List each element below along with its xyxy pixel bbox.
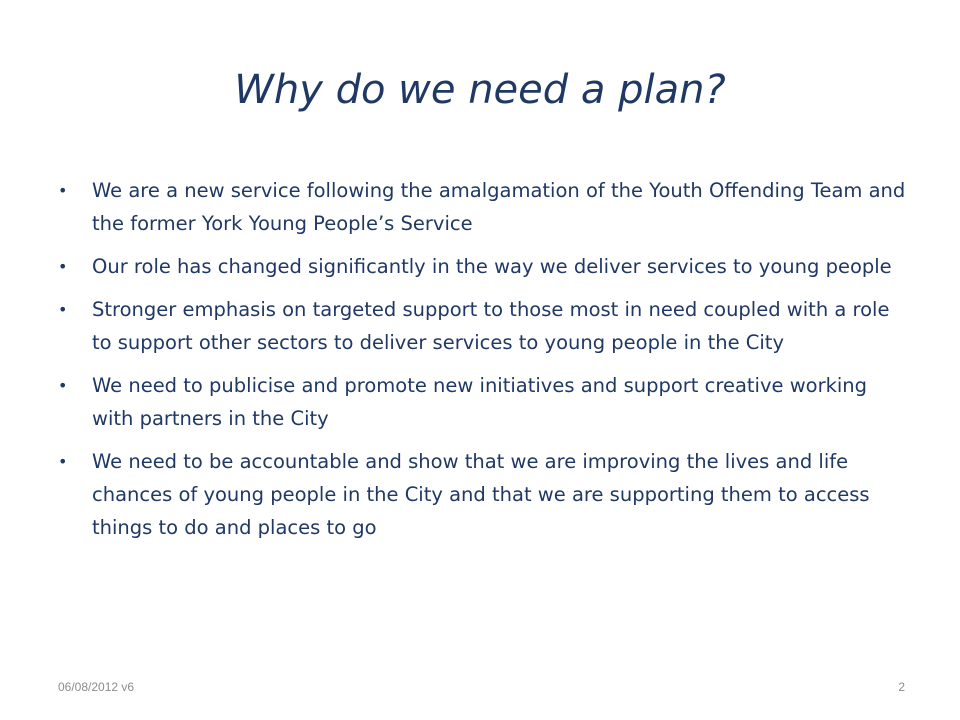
page-number: 2 xyxy=(898,680,905,694)
bullet-item xyxy=(58,369,908,435)
footer-date: 06/08/2012 v6 xyxy=(58,680,135,694)
bullet-text: We are a new service following the amalgamation of the Youth Offending Team and the former York Young People’s Service xyxy=(92,179,906,235)
bullet-text: Stronger emphasis on targeted support to those most in need coupled with a role to support other sectors to deliver services to young people in the City xyxy=(92,298,890,354)
bullet-item xyxy=(58,174,908,240)
bullet-text: We need to publicise and promote new initiatives and support creative working with partners in the City xyxy=(92,374,868,430)
bullet-point-icon: • xyxy=(58,300,68,319)
bullet-point-icon: • xyxy=(58,181,68,200)
bullet-point-icon: • xyxy=(58,376,68,395)
bullet-text: We need to be accountable and show that we are improving the lives and life chances of young people in the City and that we are supporting them to access things to do and places to go xyxy=(92,450,870,539)
bullet-item xyxy=(58,445,908,544)
bullet-item xyxy=(58,293,908,359)
bullet-point-icon: • xyxy=(58,452,68,471)
bullet-item xyxy=(58,250,908,283)
slide-title: Why do we need a plan? xyxy=(234,67,726,113)
bullet-text: Our role has changed significantly in the way we deliver services to young people xyxy=(92,255,892,278)
bullet-list xyxy=(58,174,908,554)
bullet-point-icon: • xyxy=(58,257,68,276)
